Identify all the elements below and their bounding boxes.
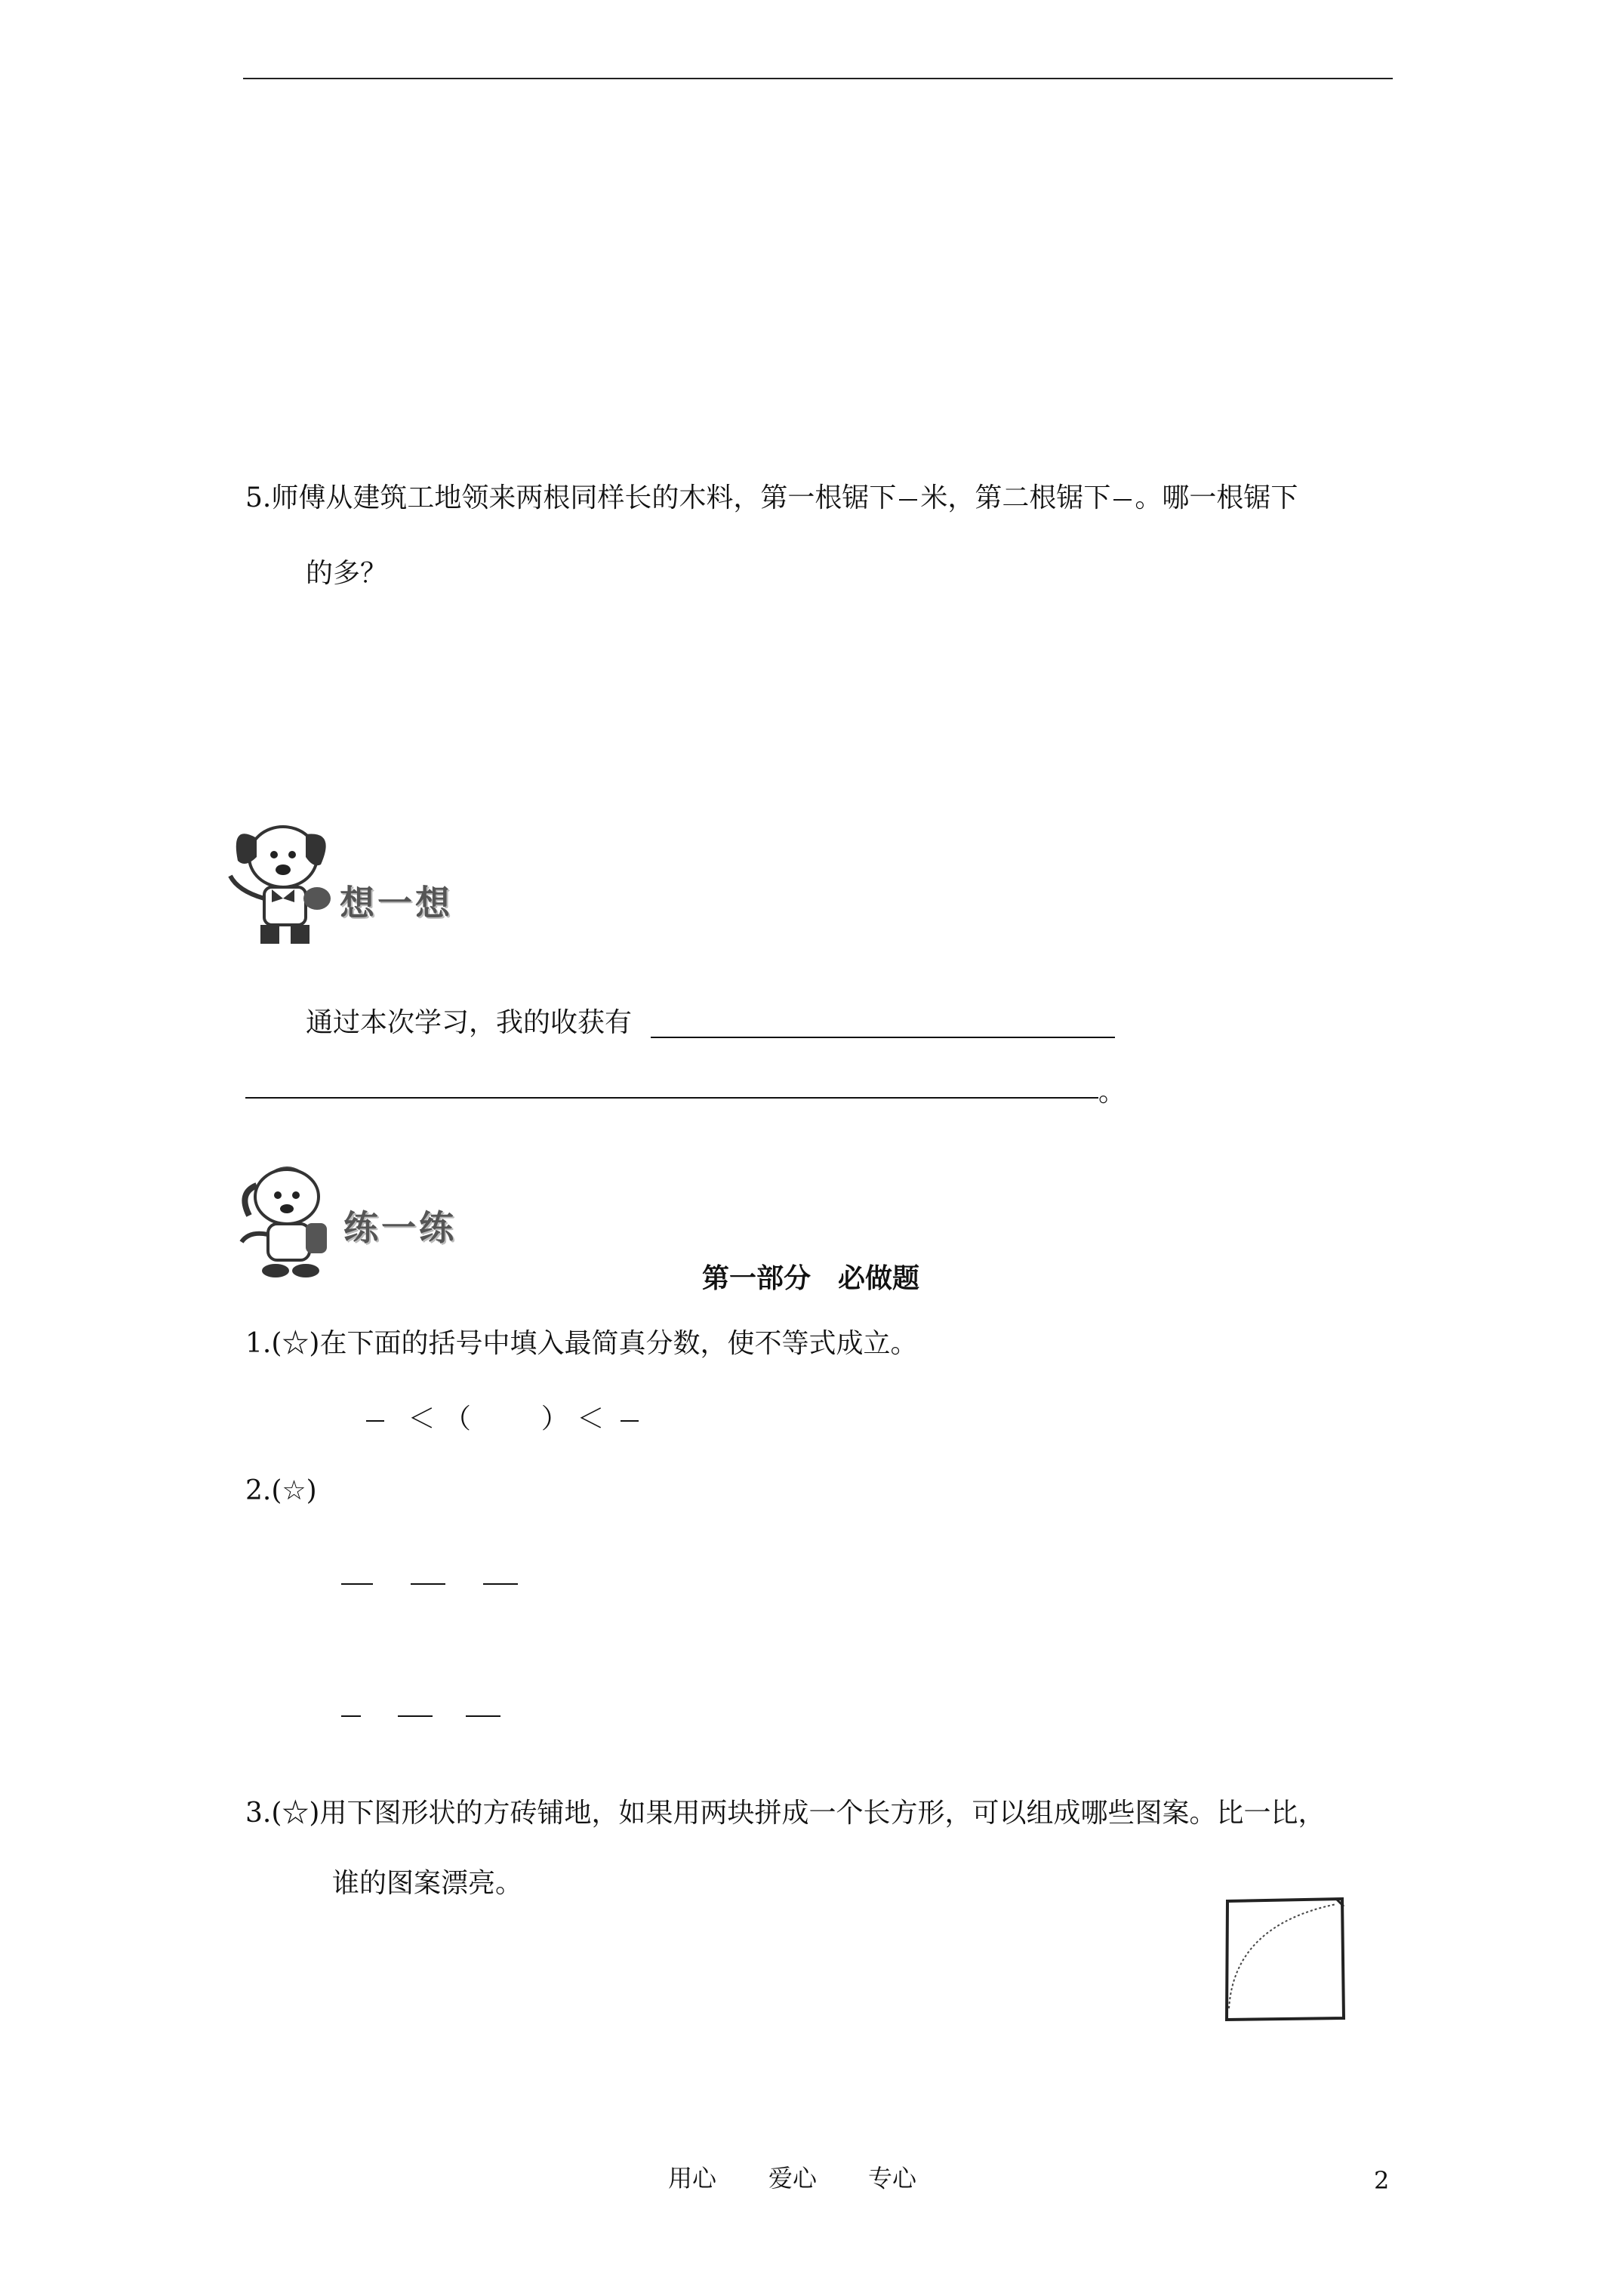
footer-item-1: 用心 [668,2164,717,2193]
page-number: 2 [1374,2166,1390,2195]
answer-line-2[interactable] [245,1097,1098,1099]
practice-section-title: 练一练 [343,1207,457,1248]
fraction-blank [1113,499,1132,501]
fraction-bar [483,1583,518,1585]
q2-text: 2.(☆) [245,1475,317,1506]
fraction-bar [411,1583,445,1585]
tile-figure-icon [1223,1895,1347,2026]
footer-item-3: 专心 [868,2164,917,2193]
mascot-think-icon [215,815,340,951]
q3-line1: 3.(☆)用下图形状的方砖铺地，如果用两块拼成一个长方形，可以组成哪些图案。比一比， [245,1798,1326,1829]
q5-text-c: 。哪一根锯下 [1135,482,1298,513]
think-prompt: 通过本次学习，我的收获有 [306,1007,633,1038]
q5-text-a: 5.师傅从建筑工地领来两根同样长的木料，第一根锯下 [245,482,897,513]
q1-text: 1.(☆)在下面的括号中填入最简真分数，使不等式成立。 [245,1328,918,1359]
mascot-practice-icon [230,1151,343,1284]
fraction-blank [899,499,917,501]
fraction-blank [621,1420,639,1422]
less-than-sign: ＜ [577,1404,605,1435]
think-end-mark: 。 [1098,1077,1126,1108]
q5-text-b: 米，第二根锯下 [920,482,1111,513]
footer-item-2: 爱心 [768,2164,818,2193]
close-paren: ） [540,1404,568,1435]
q3-line2: 谁的图案漂亮。 [332,1868,523,1899]
header-rule [243,78,1393,79]
open-paren: （ [443,1404,471,1435]
q5-line1 [245,483,1298,513]
fraction-bar [466,1715,500,1717]
answer-line-1[interactable] [651,1037,1115,1038]
part-heading: 第一部分 必做题 [702,1262,920,1294]
fraction-bar [398,1715,433,1717]
fraction-bar [341,1715,361,1717]
q5-line2: 的多？ [306,558,388,589]
fraction-blank [366,1420,384,1422]
less-than-sign: ＜ [408,1404,436,1435]
think-section-title: 想一想 [340,883,453,923]
q1-inequality [366,1404,639,1435]
fraction-bar [341,1583,373,1585]
